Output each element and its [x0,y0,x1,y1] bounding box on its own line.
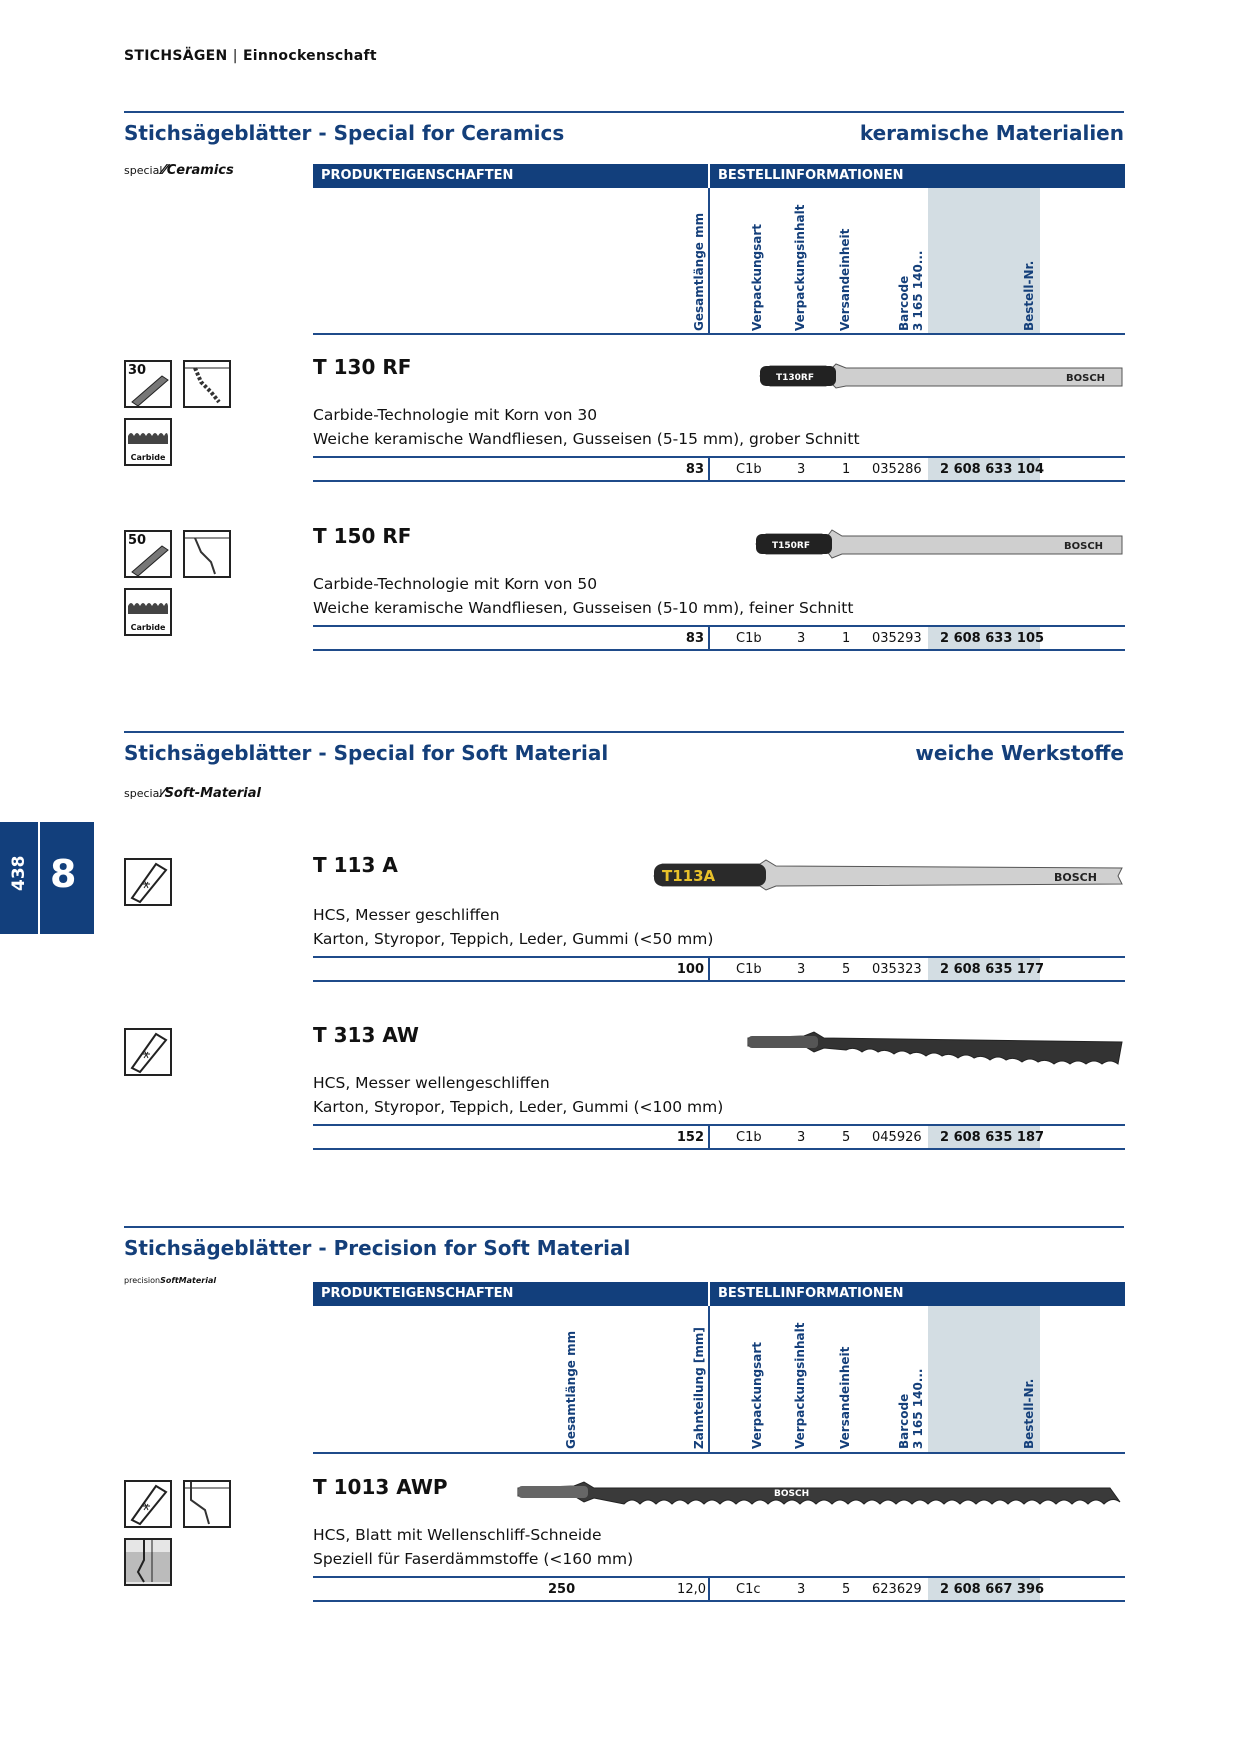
page-number: 438 [9,855,29,891]
length-cell: 152 [676,1130,704,1145]
product-name: T 113 A [313,853,398,877]
header-bottom-rule [313,333,1125,335]
pack-cell: C1b [736,462,762,477]
col-head-order-no: Bestell-Nr. [1022,260,1036,331]
logo-small: special [124,787,163,800]
svg-text:BOSCH: BOSCH [1064,541,1104,552]
product-desc-1: HCS, Messer geschliffen [313,906,500,924]
product-desc-1: Carbide-Technologie mit Korn von 50 [313,575,598,593]
order-no-cell: 2 608 635 187 [940,1130,1045,1145]
length-cell: 83 [685,631,704,646]
rough-cut-icon [183,360,231,408]
unit-cell: 5 [842,1130,851,1145]
barcode-cell: 623629 [872,1582,922,1597]
blade-image [744,1024,1126,1076]
col-head-pack-type: Verpackungsart [750,223,764,331]
section-subtitle: keramische Materialien [859,121,1124,145]
product-name: T 1013 AWP [313,1475,448,1499]
carbide-icon: Carbide [124,418,172,466]
order-no-cell: 2 608 633 105 [940,631,1045,646]
logo-big: SoftMaterial [160,1276,217,1285]
logo-big: Soft-Material [164,786,261,801]
svg-text:BOSCH: BOSCH [1054,871,1097,884]
logo-small: precision [124,1276,161,1285]
order-no-cell: 2 608 635 177 [940,962,1045,977]
insulation-icon [124,1538,172,1586]
row-bottom-rule [313,980,1125,982]
product-desc-2: Speziell für Faserdämmstoffe (<160 mm) [313,1550,634,1568]
grit-30-icon: 30 [124,360,172,408]
section-title: Stichsägeblätter - Precision for Soft Material [124,1236,631,1260]
page-header [124,48,377,64]
col-head-barcode: Barcode 3 165 140... [897,250,925,331]
col-head-ship-unit: Versandeinheit [838,1346,852,1449]
tooth-pitch-cell: 12,0 [677,1582,706,1597]
blade-image [514,1474,1126,1526]
pack-cell: C1b [736,962,762,977]
blade-image [752,526,1126,566]
col-separator [708,188,710,334]
fine-cut-icon [183,530,231,578]
pack-cell: C1b [736,631,762,646]
logo-big: Ceramics [166,163,234,178]
section-rule [124,111,1124,113]
product-desc-2: Karton, Styropor, Teppich, Leder, Gummi (<100 mm) [313,1098,724,1116]
barcode-cell: 035286 [872,462,922,477]
col-head-barcode: Barcode 3 165 140... [897,1368,925,1449]
barcode-cell: 045926 [872,1130,922,1145]
col-separator [708,458,710,480]
svg-text:T150RF: T150RF [772,541,811,551]
product-desc-2: Weiche keramische Wandfliesen, Gusseisen (5-10 mm), feiner Schnitt [313,599,854,617]
row-bottom-rule [313,1148,1125,1150]
svg-text:BOSCH: BOSCH [774,1489,810,1499]
chapter-tab [0,822,94,934]
product-desc-1: Carbide-Technologie mit Korn von 30 [313,406,598,424]
col-head-length: Gesamtlänge mm [692,212,706,331]
barcode-cell: 035293 [872,631,922,646]
content-cell: 3 [797,631,806,646]
col-head-tooth-pitch: Zahnteilung [mm] [692,1327,706,1449]
col-separator [708,958,710,980]
svg-text:T113A: T113A [662,867,716,885]
header-sub: Einnockenschaft [242,48,377,64]
chapter-number: 8 [50,852,77,896]
col-head-order-no: Bestell-Nr. [1022,1378,1036,1449]
bar-product-properties: PRODUKTEIGENSCHAFTEN [313,164,708,188]
barcode-cell: 035323 [872,962,922,977]
svg-text:BOSCH: BOSCH [1066,373,1106,384]
col-separator [708,1578,710,1600]
knife-cut-icon [124,1480,172,1528]
row-bottom-rule [313,480,1125,482]
tab-divider [38,822,40,934]
knife-cut-icon [124,1028,172,1076]
content-cell: 3 [797,1582,806,1597]
section-title: Stichsägeblätter - Special for Ceramics [124,121,565,145]
col-head-ship-unit: Versandeinheit [838,228,852,331]
length-cell: 250 [548,1582,576,1597]
unit-cell: 5 [842,1582,851,1597]
col-head-pack-content: Verpackungsinhalt [793,1322,807,1449]
section-rule [124,1226,1124,1228]
row-bottom-rule [313,1600,1125,1602]
knife-cut-icon [124,858,172,906]
pack-cell: C1b [736,1130,762,1145]
col-separator [708,627,710,649]
bar-order-info: BESTELLINFORMATIONEN [710,1282,1125,1306]
order-no-cell: 2 608 667 396 [940,1582,1045,1597]
straight-cut-icon [183,1480,231,1528]
length-cell: 100 [676,962,704,977]
product-desc-2: Weiche keramische Wandfliesen, Gusseisen (5-15 mm), grober Schnitt [313,430,860,448]
blade-image [756,360,1126,396]
product-desc-2: Karton, Styropor, Teppich, Leder, Gummi (<50 mm) [313,930,714,948]
row-bottom-rule [313,649,1125,651]
section-rule [124,731,1124,733]
blade-image [650,856,1126,900]
col-separator [708,1306,710,1452]
soft-material-logo: special⁄Soft-Material [124,786,261,801]
header-separator: | [232,48,238,64]
product-name: T 313 AW [313,1023,419,1047]
precision-logo [124,1276,216,1285]
col-head-length: Gesamtlänge mm [564,1330,578,1449]
col-separator [708,1126,710,1148]
content-cell: 3 [797,962,806,977]
header-bottom-rule [313,1452,1125,1454]
order-no-cell: 2 608 633 104 [940,462,1045,477]
col-head-pack-type: Verpackungsart [750,1341,764,1449]
content-cell: 3 [797,1130,806,1145]
unit-cell: 1 [842,462,851,477]
product-name: T 150 RF [313,524,412,548]
ceramics-logo: special⁄⁄Ceramics [124,163,234,178]
unit-cell: 5 [842,962,851,977]
col-head-pack-content: Verpackungsinhalt [793,204,807,331]
pack-cell: C1c [736,1582,761,1597]
svg-text:T130RF: T130RF [776,373,815,383]
product-desc-1: HCS, Messer wellengeschliffen [313,1074,550,1092]
grit-50-icon: 50 [124,530,172,578]
bar-order-info: BESTELLINFORMATIONEN [710,164,1125,188]
content-cell: 3 [797,462,806,477]
product-desc-1: HCS, Blatt mit Wellenschliff-Schneide [313,1526,602,1544]
unit-cell: 1 [842,631,851,646]
carbide-icon: Carbide [124,588,172,636]
section-title: Stichsägeblätter - Special for Soft Material [124,741,609,765]
product-name: T 130 RF [313,355,412,379]
bar-product-properties: PRODUKTEIGENSCHAFTEN [313,1282,708,1306]
length-cell: 83 [685,462,704,477]
header-category: STICHSÄGEN [124,48,228,64]
section-subtitle: weiche Werkstoffe [915,741,1124,765]
logo-small: special [124,164,163,177]
